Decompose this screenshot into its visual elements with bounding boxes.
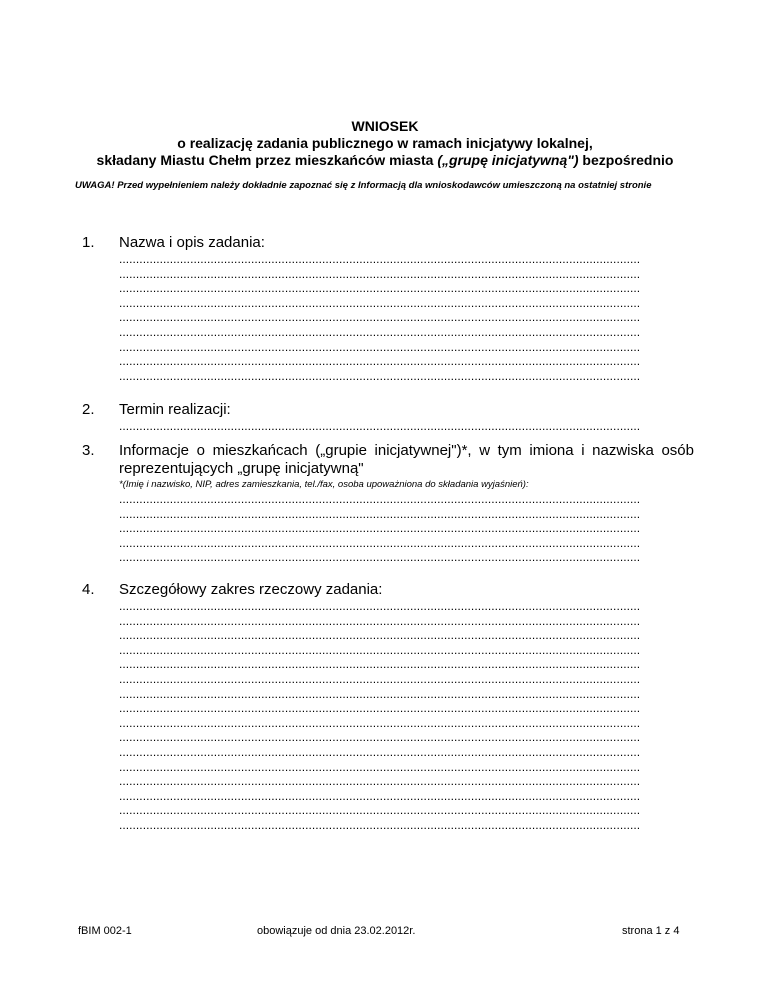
dotted-fill-line[interactable]: .......................................................................................................................................................... [119,730,641,745]
section-heading: Szczegółowy zakres rzeczowy zadania: [119,581,383,598]
fill-lines[interactable] [119,599,694,833]
section-scope [82,581,694,833]
dotted-fill-line[interactable]: .......................................................................................................................................................... [119,715,641,730]
dotted-fill-line[interactable]: .......................................................................................................................................................... [119,671,641,686]
dotted-fill-line[interactable]: .......................................................................................................................................................... [119,266,641,281]
dotted-fill-line[interactable]: .......................................................................................................................................................... [119,657,641,672]
footer-valid-from: obowiązuje od dnia 23.02.2012r. [257,925,416,937]
dotted-fill-line[interactable]: .......................................................................................................................................................... [119,686,641,701]
dotted-fill-line[interactable]: .......................................................................................................................................................... [119,817,641,832]
dotted-fill-line[interactable]: .......................................................................................................................................................... [119,324,641,339]
dotted-fill-line[interactable]: .......................................................................................................................................................... [119,295,641,310]
fill-lines[interactable] [119,492,694,565]
section-number: 1. [82,234,95,251]
fill-lines[interactable] [119,419,694,434]
document-title-block [60,118,710,169]
warning-note: UWAGA! Przed wypełnieniem należy dokładnie zapoznać się z Informacją dla wnioskodawców umieszczoną na ostatniej stronie [75,180,652,191]
note-tail: : [525,479,529,490]
dotted-fill-line[interactable]: .......................................................................................................................................................... [119,744,641,759]
section-heading: Nazwa i opis zadania: [119,234,265,251]
footer-form-code: fBIM 002-1 [78,925,132,937]
dotted-fill-line[interactable]: .......................................................................................................................................................... [119,521,641,536]
dotted-fill-line[interactable]: .......................................................................................................................................................... [119,354,641,369]
dotted-fill-line[interactable]: .......................................................................................................................................................... [119,759,641,774]
section-number: 4. [82,581,95,598]
dotted-fill-line[interactable]: .......................................................................................................................................................... [119,492,641,506]
title-line3-suffix: bezpośrednio [578,152,674,168]
dotted-fill-line[interactable]: .......................................................................................................................................................... [119,281,641,296]
dotted-fill-line[interactable]: .......................................................................................................................................................... [119,368,641,383]
dotted-fill-line[interactable]: .......................................................................................................................................................... [119,613,641,628]
section-note [119,478,694,492]
dotted-fill-line[interactable]: .......................................................................................................................................................... [119,252,641,266]
dotted-fill-line[interactable]: .......................................................................................................................................................... [119,310,641,325]
title-line3-italic: („grupę inicjatywną") [437,152,579,168]
section-number: 3. [82,442,95,459]
section-residents-info [82,442,694,565]
dotted-fill-line[interactable]: .......................................................................................................................................................... [119,506,641,521]
note-italic: *(Imię i nazwisko, NIP, adres zamieszkania, tel./fax, osoba upoważniona do składania wyjaśnień) [119,479,526,490]
dotted-fill-line[interactable]: .......................................................................................................................................................... [119,550,641,565]
document-subtitle: o realizację zadania publicznego w ramach inicjatywy lokalnej, [177,135,593,151]
dotted-fill-line[interactable]: .......................................................................................................................................................... [119,599,641,613]
section-heading: Termin realizacji: [119,401,231,418]
section-task-name [82,234,694,383]
title-line3-prefix: składany Miastu Chełm przez mieszkańców miasta [96,152,438,168]
document-title-line3 [60,152,710,169]
document-title: WNIOSEK [351,118,419,134]
dotted-fill-line[interactable]: .......................................................................................................................................................... [119,774,641,789]
dotted-fill-line[interactable]: .......................................................................................................................................................... [119,535,641,550]
section-heading: Informacje o mieszkańcach („grupie inicjatywnej")*, w tym imiona i nazwiska osób reprezentujących „grupę inicjatywną" [119,442,694,477]
section-number: 2. [82,401,95,418]
fill-lines[interactable] [119,252,694,383]
footer-page-number: strona 1 z 4 [622,925,680,937]
dotted-fill-line[interactable]: .......................................................................................................................................................... [119,628,641,643]
dotted-fill-line[interactable]: .......................................................................................................................................................... [119,803,641,818]
dotted-fill-line[interactable]: .......................................................................................................................................................... [119,419,641,433]
dotted-fill-line[interactable]: .......................................................................................................................................................... [119,788,641,803]
section-term [82,401,694,434]
dotted-fill-line[interactable]: .......................................................................................................................................................... [119,339,641,354]
dotted-fill-line[interactable]: .......................................................................................................................................................... [119,701,641,716]
dotted-fill-line[interactable]: .......................................................................................................................................................... [119,642,641,657]
